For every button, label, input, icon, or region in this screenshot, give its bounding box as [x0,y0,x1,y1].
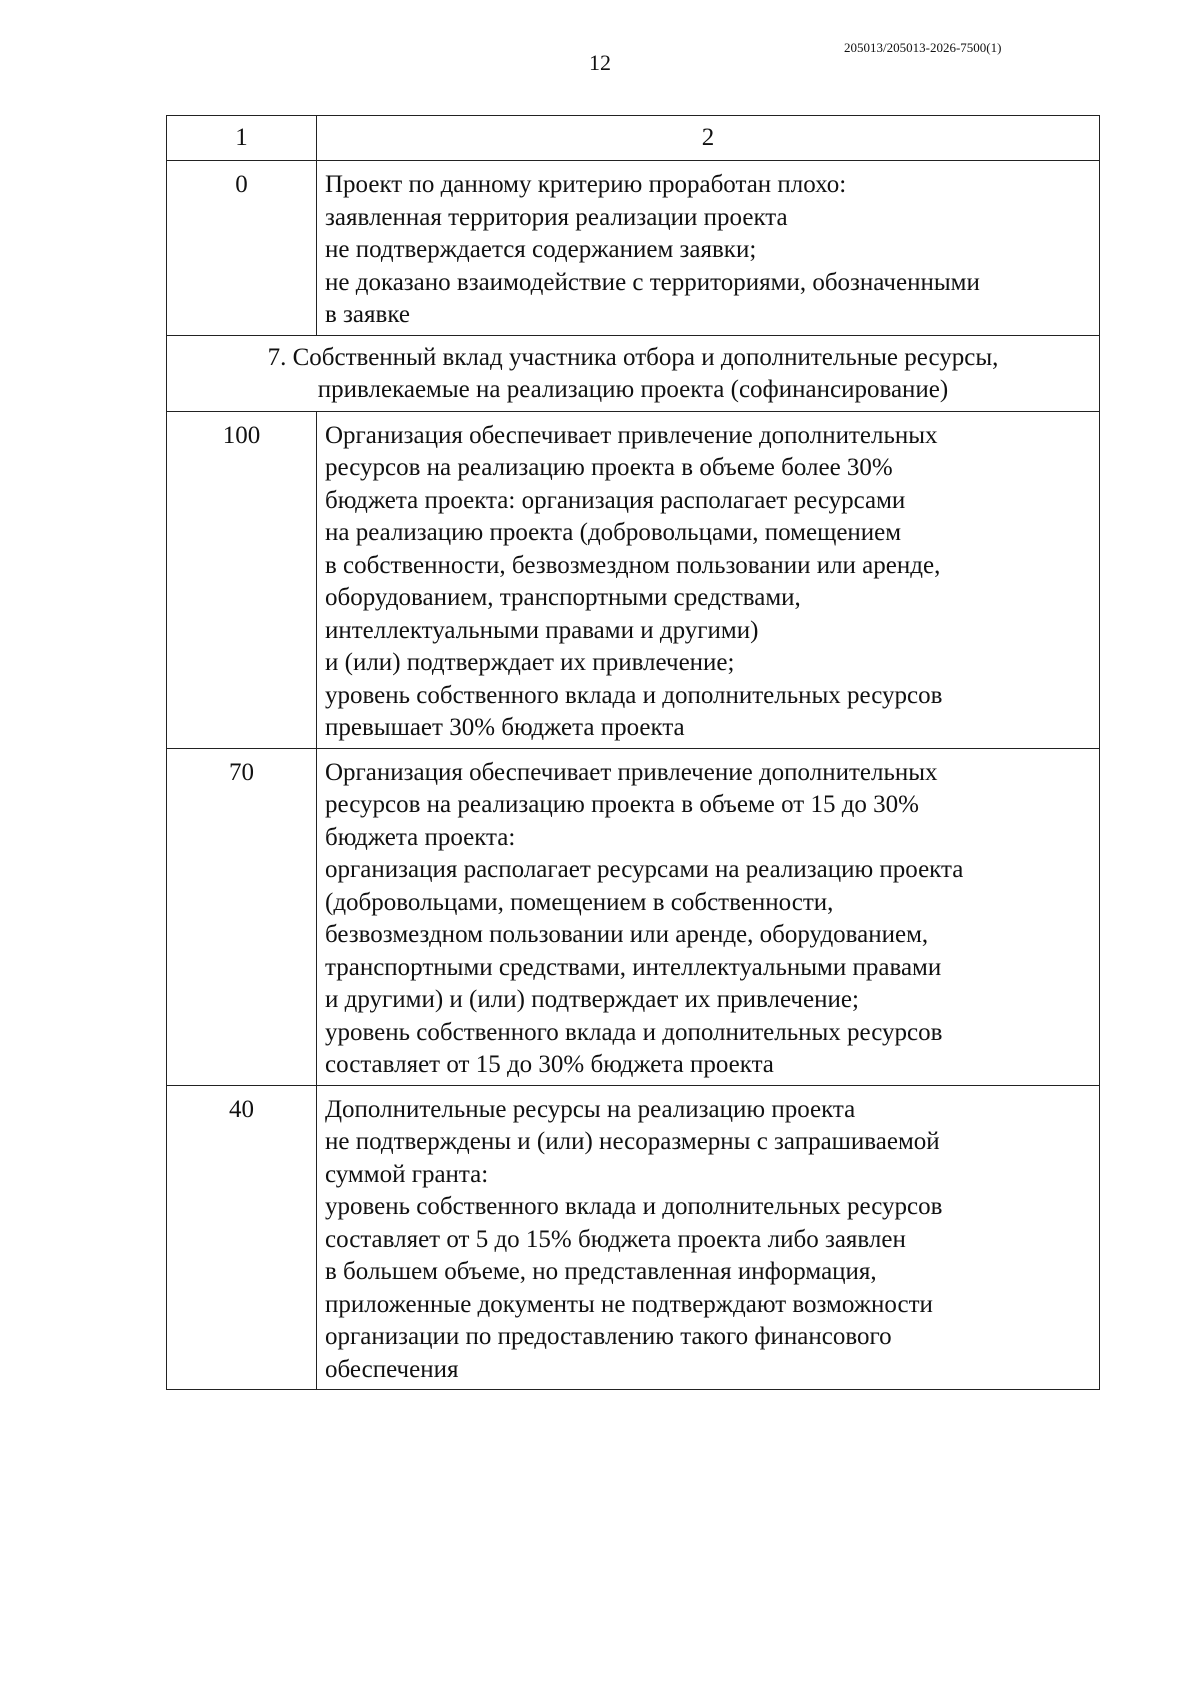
description-line: бюджета проекта: [325,823,516,851]
table-row [167,411,1100,748]
description-cell [317,161,1100,336]
description-line: не подтверждены и (или) несоразмерны с запрашиваемой [325,1128,940,1155]
description-line: и другими) и (или) подтверждает их привлечение; [325,986,859,1013]
column-header-1: 1 [167,116,317,161]
column-header-2: 2 [317,116,1100,161]
description-line: (добровольцами, помещением в собственности, [325,888,834,916]
description-line: интеллектуальными правами и другими) [325,616,759,644]
description-line: превышает 30% бюджета проекта [325,714,685,741]
description-line: заявленная территория реализации проекта [325,203,788,231]
section-heading-line: привлекаемые на реализацию проекта (софинансирование) [317,376,949,403]
description-line: оборудованием, транспортными средствами, [325,584,801,611]
description-line: суммой гранта: [325,1160,489,1188]
section-heading-line: 7. Собственный вклад участника отбора и дополнительные ресурсы, [267,343,999,371]
table-header-row [167,116,1100,161]
score-cell: 70 [167,748,317,1085]
description-line: безвозмездном пользовании или аренде, оборудованием, [325,921,929,948]
table-row [167,1085,1100,1390]
page-number: 12 [589,50,611,75]
description-line: и (или) подтверждает их привлечение; [325,649,735,676]
description-line: в большем объеме, но представленная информация, [325,1258,877,1285]
description-line: Дополнительные ресурсы на реализацию проекта [325,1095,856,1123]
section-heading [167,335,1100,411]
description-line: Организация обеспечивает привлечение дополнительных [325,421,938,449]
description-line: бюджета проекта: организация располагает ресурсами [325,486,906,514]
description-line: уровень собственного вклада и дополнительных ресурсов [325,1193,943,1220]
description-line: в заявке [325,301,410,328]
description-line: не подтверждается содержанием заявки; [325,236,757,263]
score-cell: 0 [167,161,317,336]
description-cell [317,1085,1100,1390]
description-line: ресурсов на реализацию проекта в объеме от 15 до 30% [325,791,919,818]
criteria-table [166,115,1100,1390]
description-line: ресурсов на реализацию проекта в объеме более 30% [325,454,893,481]
description-line: уровень собственного вклада и дополнительных ресурсов [325,1018,943,1046]
description-line: Проект по данному критерию проработан плохо: [325,171,847,198]
description-line: в собственности, безвозмездном пользовании или аренде, [325,551,941,579]
description-line: составляет от 5 до 15% бюджета проекта либо заявлен [325,1225,906,1253]
description-cell [317,748,1100,1085]
description-line: составляет от 15 до 30% бюджета проекта [325,1051,774,1078]
description-line: не доказано взаимодействие с территориями, обозначенными [325,268,980,296]
description-cell [317,411,1100,748]
table-row [167,161,1100,336]
section-row [167,335,1100,411]
description-line: Организация обеспечивает привлечение дополнительных [325,758,938,786]
description-line: приложенные документы не подтверждают возможности [325,1290,933,1318]
score-cell: 40 [167,1085,317,1390]
description-line: на реализацию проекта (добровольцами, помещением [325,519,902,546]
table-row [167,748,1100,1085]
description-line: обеспечения [325,1355,459,1383]
score-cell: 100 [167,411,317,748]
description-line: организации по предоставлению такого финансового [325,1323,892,1350]
document-id: 205013/205013-2026-7500(1) [844,40,1002,55]
description-line: транспортными средствами, интеллектуальными правами [325,953,942,981]
description-line: организация располагает ресурсами на реализацию проекта [325,856,964,883]
description-line: уровень собственного вклада и дополнительных ресурсов [325,681,943,709]
